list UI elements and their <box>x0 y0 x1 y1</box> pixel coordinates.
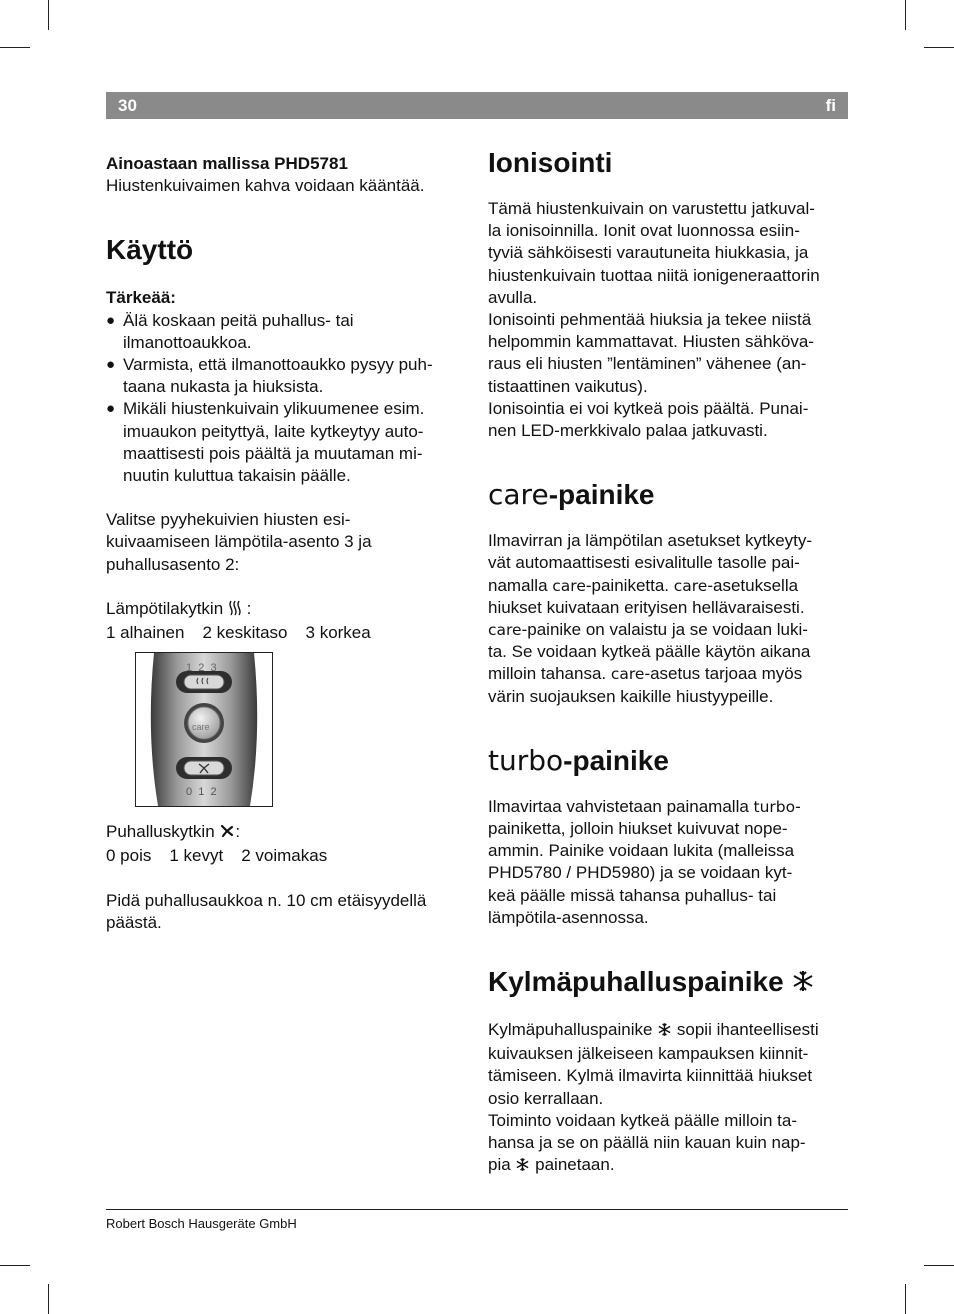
care-button-label: care <box>192 722 210 733</box>
footer-company: Robert Bosch Hausgeräte GmbH <box>106 1216 297 1231</box>
fan-switch-line: Puhalluskytkin : <box>106 821 466 845</box>
footer-divider <box>106 1209 848 1210</box>
crop-mark <box>924 47 954 48</box>
care-button-heading: care-painike <box>488 478 655 512</box>
crop-mark <box>924 1265 954 1266</box>
page-number: 30 <box>118 96 137 115</box>
list-item: ● Varmista, että ilmanottoaukko pysyy puh- taana nukasta ja hiuksista. <box>106 354 466 398</box>
important-label: Tärkeää: <box>106 288 176 308</box>
cold-shot-text: Kylmäpuhalluspainike sopii ihanteellisesti kuivauksen jälkeiseen kampauksen kiinnit- tämiseen. Kylmä ilmavirta kiinnittää hiukset osio kerrallaan. Toiminto voidaan kytkeä päälle milloin ta- hansa ja se on päällä niin kauan kuin nap- pia painetaan. <box>488 1019 850 1178</box>
fan-options: 0 pois 1 kevyt 2 voimakas <box>106 846 328 866</box>
fan-icon <box>219 823 235 845</box>
model-note-text: Hiustenkuivaimen kahva voidaan kääntää. <box>106 176 425 196</box>
left-column <box>106 153 466 934</box>
dryer-controls-illustration <box>135 652 273 807</box>
turbo-button-heading: turbo-painike <box>488 743 669 777</box>
temp-switch-line: Lämpötilakytkin : <box>106 598 466 622</box>
fan-scale-numbers: 0 1 2 <box>186 786 217 799</box>
usage-heading: Käyttö <box>106 234 194 266</box>
right-column <box>488 146 850 1179</box>
snowflake-icon <box>791 967 815 1001</box>
crop-mark <box>48 1284 49 1314</box>
distance-note: Pidä puhallusaukkoa n. 10 cm etäisyydellä päästä. <box>106 890 427 932</box>
model-note-title: Ainoastaan mallissa PHD5781 <box>106 154 348 173</box>
crop-mark <box>48 0 49 30</box>
crop-mark <box>905 0 906 30</box>
snowflake-icon <box>515 1156 530 1178</box>
temp-options: 1 alhainen 2 keskitaso 3 korkea <box>106 623 371 643</box>
temp-scale-numbers: 1 2 3 <box>186 662 217 675</box>
snowflake-icon <box>657 1021 672 1043</box>
turbo-text: Ilmavirtaa vahvistetaan painamalla turbo- painiketta, jolloin hiukset kuivuvat nope- ammin. Painike voidaan lukita (malleissa PHD5780 / PHD5980) ja se voidaan kyt- keä päälle missä tahansa puhallus- tai lämpötila-asennossa. <box>488 796 801 927</box>
crop-mark <box>905 1284 906 1314</box>
language-code: fi <box>825 96 836 115</box>
cold-shot-heading: Kylmäpuhalluspainike <box>488 965 850 1001</box>
ionisation-heading: Ionisointi <box>488 147 613 178</box>
ionisation-text: Tämä hiustenkuivain on varustettu jatkuval- la ionisoinnilla. Ionit ovat luonnossa esiin- tyviä sähköisesti varautuneita hiukkasia, ja hiustenkuivain tuottaa niitä ionigeneraattorin avulla. Ionisointi pehmentää hiuksia ja tekee niistä helpommin kammattavat. Hiusten sähköva- raus eli hiusten ”lentäminen” vähenee (an- tistaattinen vaikutus). Ionisointia ei voi kytkeä pois päältä. Punai- nen LED-merkkivalo palaa jatkuvasti. <box>488 199 820 441</box>
crop-mark <box>0 1265 30 1266</box>
list-item: ● Mikäli hiustenkuivain ylikuumenee esim. imuaukon peityttyä, laite kytkeytyy auto- maattisesti pois päältä ja muutaman mi- nuutin kuluttua takaisin päälle. <box>106 398 466 487</box>
warning-list <box>106 310 466 488</box>
care-text: Ilmavirran ja lämpötilan asetukset kytkeyty- vät automaattisesti esivalitulle tasolle pai- namalla care-painiketta. care-asetuksella hiukset kuivataan erityisen hellävaraisesti. care-painike on valaistu ja se voidaan luki- ta. Se voidaan kytkeä päälle käytön aikana milloin tahansa. care-asetus tarjoaa myös värin suojauksen kaikille hiustyypeille. <box>488 531 813 706</box>
page-header <box>106 92 848 119</box>
heat-icon <box>228 600 242 622</box>
list-item: ● Älä koskaan peitä puhallus- tai ilmanottoaukkoa. <box>106 310 466 354</box>
crop-mark <box>0 47 30 48</box>
select-instructions: Valitse pyyhekuivien hiusten esi- kuivaamiseen lämpötila-asento 3 ja puhallusasento 2: <box>106 510 372 574</box>
